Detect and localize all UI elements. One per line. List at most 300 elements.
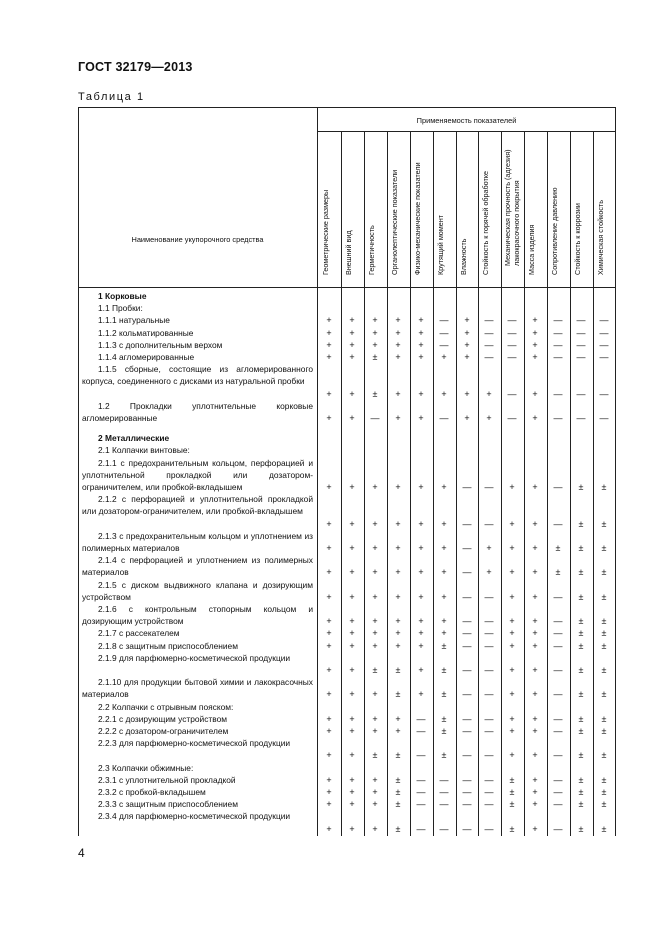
value-cell: + bbox=[395, 616, 401, 627]
value-cell: ± bbox=[441, 750, 447, 761]
column-header bbox=[387, 140, 409, 288]
value-cell: ± bbox=[601, 787, 607, 797]
value-cell: + bbox=[349, 750, 355, 761]
value-cell: ± bbox=[509, 799, 515, 810]
value-cell: + bbox=[418, 591, 424, 602]
value-cell: ± bbox=[395, 774, 401, 785]
value-cell: ± bbox=[601, 616, 607, 627]
value-cell: + bbox=[418, 412, 424, 423]
value-cell: — bbox=[576, 352, 586, 362]
value-cell: + bbox=[395, 713, 401, 724]
value-cell: + bbox=[349, 799, 355, 810]
value-cell: — bbox=[416, 750, 426, 761]
value-cell: — bbox=[439, 315, 449, 326]
value-cell: ± bbox=[441, 713, 447, 724]
value-cell: + bbox=[326, 315, 332, 326]
value-cell: — bbox=[462, 628, 472, 639]
value-cell: ± bbox=[601, 640, 607, 651]
applicability-table bbox=[78, 107, 616, 836]
value-cell: ± bbox=[578, 774, 584, 785]
value-cell: — bbox=[484, 787, 494, 797]
value-cell: — bbox=[553, 616, 563, 627]
value-cell: + bbox=[372, 542, 378, 553]
value-cell: + bbox=[326, 799, 332, 810]
value-cell: ± bbox=[509, 774, 515, 785]
value-cell: — bbox=[553, 664, 563, 675]
column-divider bbox=[410, 132, 411, 836]
value-cell: ± bbox=[601, 481, 607, 492]
value-cell: + bbox=[349, 388, 355, 399]
value-cell: — bbox=[484, 750, 494, 761]
row-label: 2.2.2 с дозатором-ограничителем bbox=[98, 726, 229, 736]
row-label: 2.1.10 для продукции бытовой химии и лакокрасочных материалов bbox=[82, 677, 313, 700]
value-cell: — bbox=[462, 567, 472, 578]
column-divider bbox=[501, 132, 502, 836]
value-cell: + bbox=[326, 640, 332, 651]
value-cell: + bbox=[395, 327, 401, 338]
value-cell: + bbox=[349, 689, 355, 700]
value-cell: ± bbox=[601, 774, 607, 785]
value-cell: ± bbox=[578, 616, 584, 627]
value-cell: + bbox=[532, 616, 538, 627]
value-cell: + bbox=[464, 388, 470, 399]
value-cell: ± bbox=[555, 567, 561, 578]
value-cell: — bbox=[484, 352, 494, 362]
value-cell: + bbox=[532, 713, 538, 724]
value-cell: — bbox=[576, 327, 586, 338]
value-cell: — bbox=[439, 327, 449, 338]
row-label: 1.1.4 агломерированные bbox=[98, 352, 195, 362]
value-cell: + bbox=[395, 339, 401, 350]
value-cell: — bbox=[599, 388, 609, 399]
value-cell: + bbox=[486, 412, 492, 423]
value-cell: + bbox=[532, 591, 538, 602]
value-cell: + bbox=[532, 750, 538, 761]
value-cell: ± bbox=[578, 787, 584, 797]
value-cell: + bbox=[532, 664, 538, 675]
value-cell: ± bbox=[601, 750, 607, 761]
value-cell: — bbox=[507, 315, 517, 326]
value-cell: — bbox=[462, 774, 472, 785]
value-cell: — bbox=[553, 481, 563, 492]
value-cell: + bbox=[509, 713, 515, 724]
table-border-left bbox=[78, 107, 79, 836]
value-cell: — bbox=[507, 388, 517, 399]
value-cell: — bbox=[553, 518, 563, 529]
value-cell: ± bbox=[441, 726, 447, 736]
column-header bbox=[341, 140, 363, 288]
value-cell: — bbox=[553, 823, 563, 834]
value-cell: + bbox=[464, 327, 470, 338]
value-cell: + bbox=[418, 327, 424, 338]
document-title: ГОСТ 32179—2013 bbox=[78, 60, 193, 74]
value-cell: — bbox=[553, 799, 563, 810]
value-cell: — bbox=[553, 339, 563, 350]
row-label: 1 Корковые bbox=[98, 291, 147, 301]
value-cell: ± bbox=[578, 518, 584, 529]
column-divider bbox=[341, 132, 342, 836]
value-cell: — bbox=[484, 640, 494, 651]
value-cell: + bbox=[326, 542, 332, 553]
value-cell: + bbox=[418, 640, 424, 651]
column-divider bbox=[570, 132, 571, 836]
value-cell: — bbox=[553, 628, 563, 639]
value-cell: + bbox=[326, 726, 332, 736]
value-cell: + bbox=[372, 628, 378, 639]
value-cell: — bbox=[599, 315, 609, 326]
value-cell: — bbox=[576, 339, 586, 350]
value-cell: + bbox=[418, 628, 424, 639]
value-cell: + bbox=[418, 388, 424, 399]
row-label: 1.1 Пробки: bbox=[98, 303, 143, 314]
value-cell: + bbox=[532, 481, 538, 492]
column-divider bbox=[478, 132, 479, 836]
value-cell: + bbox=[349, 518, 355, 529]
value-cell: — bbox=[462, 518, 472, 529]
value-cell: + bbox=[464, 339, 470, 350]
column-header-label: Герметичность bbox=[367, 225, 376, 275]
value-cell: — bbox=[553, 750, 563, 761]
value-cell: — bbox=[484, 315, 494, 326]
value-cell: + bbox=[372, 799, 378, 810]
value-cell: + bbox=[349, 823, 355, 834]
value-cell: + bbox=[372, 591, 378, 602]
value-cell: ± bbox=[601, 799, 607, 810]
value-cell: + bbox=[441, 567, 447, 578]
value-cell: + bbox=[509, 726, 515, 736]
row-label: 2.3.1 с уплотнительной прокладкой bbox=[98, 774, 236, 785]
value-cell: — bbox=[484, 327, 494, 338]
value-cell: + bbox=[349, 339, 355, 350]
value-cell: + bbox=[326, 823, 332, 834]
value-cell: — bbox=[416, 713, 426, 724]
column-header bbox=[364, 140, 386, 288]
value-cell: + bbox=[441, 628, 447, 639]
value-cell: + bbox=[395, 567, 401, 578]
group-header-divider bbox=[317, 131, 616, 132]
value-cell: — bbox=[507, 327, 517, 338]
value-cell: — bbox=[576, 388, 586, 399]
value-cell: + bbox=[532, 327, 538, 338]
value-cell: — bbox=[484, 774, 494, 785]
row-label: 2.1.8 с защитным приспособлением bbox=[98, 640, 238, 651]
value-cell: ± bbox=[601, 628, 607, 639]
value-cell: + bbox=[532, 640, 538, 651]
value-cell: + bbox=[509, 591, 515, 602]
value-cell: + bbox=[326, 664, 332, 675]
value-cell: + bbox=[349, 591, 355, 602]
value-cell: — bbox=[507, 339, 517, 350]
value-cell: + bbox=[326, 388, 332, 399]
value-cell: ± bbox=[441, 689, 447, 700]
value-cell: — bbox=[416, 726, 426, 736]
value-cell: + bbox=[509, 616, 515, 627]
value-cell: — bbox=[370, 412, 380, 423]
row-label: 2.1.1 с предохранительным кольцом, перфорацией и уплотнительной прокладкой или дозатором-ограничителем, или пробкой-вкладышем bbox=[82, 457, 313, 492]
value-cell: + bbox=[509, 664, 515, 675]
value-cell: + bbox=[395, 542, 401, 553]
value-cell: + bbox=[372, 823, 378, 834]
column-header bbox=[570, 140, 592, 288]
value-cell: ± bbox=[372, 388, 378, 399]
value-cell: — bbox=[484, 689, 494, 700]
value-cell: + bbox=[532, 567, 538, 578]
column-header bbox=[318, 140, 340, 288]
value-cell: — bbox=[576, 315, 586, 326]
column-header-label: Масса изделия bbox=[527, 224, 536, 275]
value-cell: + bbox=[372, 481, 378, 492]
row-label: 2 Металлические bbox=[98, 433, 170, 444]
value-cell: — bbox=[599, 412, 609, 423]
value-cell: + bbox=[509, 689, 515, 700]
value-cell: — bbox=[439, 799, 449, 810]
value-cell: — bbox=[462, 481, 472, 492]
value-cell: ± bbox=[372, 352, 378, 362]
value-cell: + bbox=[532, 787, 538, 797]
column-header bbox=[547, 140, 569, 288]
value-cell: + bbox=[349, 726, 355, 736]
column-header bbox=[433, 140, 455, 288]
value-cell: + bbox=[349, 640, 355, 651]
row-label: 1.2 Прокладки уплотнительные корковые агломерированные bbox=[82, 400, 313, 423]
value-cell: + bbox=[509, 640, 515, 651]
value-cell: — bbox=[553, 327, 563, 338]
column-divider bbox=[547, 132, 548, 836]
value-cell: + bbox=[372, 315, 378, 326]
column-header bbox=[593, 140, 615, 288]
value-cell: ± bbox=[578, 823, 584, 834]
value-cell: + bbox=[441, 591, 447, 602]
value-cell: ± bbox=[601, 689, 607, 700]
value-cell: + bbox=[532, 628, 538, 639]
value-cell: + bbox=[509, 628, 515, 639]
value-cell: — bbox=[439, 339, 449, 350]
value-cell: + bbox=[326, 787, 332, 797]
value-cell: + bbox=[372, 689, 378, 700]
value-cell: — bbox=[553, 412, 563, 423]
value-cell: ± bbox=[441, 664, 447, 675]
value-cell: + bbox=[395, 640, 401, 651]
value-cell: + bbox=[532, 412, 538, 423]
value-cell: + bbox=[464, 315, 470, 326]
column-header-label: Стойкость к горячей обработке bbox=[481, 170, 490, 275]
value-cell: — bbox=[484, 339, 494, 350]
value-cell: ± bbox=[395, 689, 401, 700]
value-cell: + bbox=[349, 481, 355, 492]
column-header-label: Внешний вид bbox=[344, 230, 353, 275]
value-cell: + bbox=[532, 542, 538, 553]
column-divider bbox=[593, 132, 594, 836]
value-cell: — bbox=[484, 591, 494, 602]
value-cell: + bbox=[349, 542, 355, 553]
value-cell: + bbox=[395, 388, 401, 399]
value-cell: + bbox=[326, 616, 332, 627]
value-cell: — bbox=[462, 823, 472, 834]
row-label: 2.3.2 с пробкой-вкладышем bbox=[98, 787, 206, 797]
value-cell: ± bbox=[578, 591, 584, 602]
row-label: 2.2.3 для парфюмерно-косметической продукции bbox=[98, 738, 291, 749]
value-cell: — bbox=[484, 726, 494, 736]
row-label: 2.3 Колпачки обжимные: bbox=[98, 762, 194, 773]
value-cell: — bbox=[462, 799, 472, 810]
value-cell: ± bbox=[395, 664, 401, 675]
value-cell: + bbox=[395, 352, 401, 362]
value-cell: ± bbox=[509, 823, 515, 834]
value-cell: + bbox=[326, 750, 332, 761]
row-label: 2.3.4 для парфюмерно-косметической продукции bbox=[98, 811, 291, 822]
value-cell: + bbox=[372, 616, 378, 627]
value-cell: + bbox=[418, 315, 424, 326]
value-cell: ± bbox=[601, 542, 607, 553]
value-cell: + bbox=[372, 640, 378, 651]
value-cell: — bbox=[462, 787, 472, 797]
value-cell: + bbox=[326, 774, 332, 785]
value-cell: — bbox=[599, 339, 609, 350]
table-caption: Таблица 1 bbox=[78, 91, 145, 103]
value-cell: ± bbox=[578, 799, 584, 810]
value-cell: ± bbox=[395, 750, 401, 761]
value-cell: — bbox=[462, 640, 472, 651]
value-cell: + bbox=[372, 713, 378, 724]
value-cell: + bbox=[464, 412, 470, 423]
value-cell: ± bbox=[578, 689, 584, 700]
row-label: 2.1.2 с перфорацией и уплотнительной прокладкой или дозатором-ограничителем, или пробкой-вкладышем bbox=[82, 494, 313, 517]
value-cell: + bbox=[486, 567, 492, 578]
value-cell: + bbox=[532, 352, 538, 362]
value-cell: + bbox=[441, 352, 447, 362]
value-cell: + bbox=[532, 315, 538, 326]
value-cell: + bbox=[418, 542, 424, 553]
value-cell: + bbox=[509, 567, 515, 578]
value-cell: ± bbox=[578, 481, 584, 492]
value-cell: — bbox=[599, 352, 609, 362]
value-cell: — bbox=[553, 726, 563, 736]
value-cell: — bbox=[439, 823, 449, 834]
value-cell: — bbox=[484, 481, 494, 492]
value-cell: — bbox=[462, 616, 472, 627]
row-label: 1.1.2 кольматированные bbox=[98, 327, 194, 338]
value-cell: — bbox=[439, 787, 449, 797]
value-cell: ± bbox=[578, 750, 584, 761]
value-cell: + bbox=[349, 327, 355, 338]
value-cell: + bbox=[349, 315, 355, 326]
row-label: 2.2 Колпачки с отрывным пояском: bbox=[98, 701, 234, 712]
value-cell: ± bbox=[395, 799, 401, 810]
value-cell: ± bbox=[601, 726, 607, 736]
value-cell: — bbox=[507, 412, 517, 423]
value-cell: — bbox=[553, 640, 563, 651]
value-cell: + bbox=[464, 352, 470, 362]
value-cell: — bbox=[462, 542, 472, 553]
column-header-label: Органолептические показатели bbox=[390, 169, 399, 275]
row-label: 1.1.1 натуральные bbox=[98, 315, 170, 326]
column-header-label: Стойкость к коррозии bbox=[573, 203, 582, 275]
value-cell: — bbox=[416, 823, 426, 834]
row-label: 2.3.3 с защитным приспособлением bbox=[98, 799, 238, 810]
value-cell: + bbox=[395, 628, 401, 639]
column-header bbox=[410, 140, 432, 288]
value-cell: + bbox=[509, 750, 515, 761]
value-cell: — bbox=[576, 412, 586, 423]
value-cell: + bbox=[349, 352, 355, 362]
value-cell: ± bbox=[555, 542, 561, 553]
value-cell: ± bbox=[601, 591, 607, 602]
value-cell: — bbox=[462, 750, 472, 761]
value-cell: — bbox=[553, 315, 563, 326]
value-cell: + bbox=[532, 799, 538, 810]
page-number: 4 bbox=[78, 846, 85, 860]
value-cell: + bbox=[372, 327, 378, 338]
row-label: 2.1.3 с предохранительным кольцом и уплотнением из полимерных материалов bbox=[82, 530, 313, 553]
value-cell: + bbox=[395, 591, 401, 602]
row-label: 1.1.5 сборные, состоящие из агломерированного корпуса, соединенного с дисками из натуральной пробки bbox=[82, 364, 313, 387]
value-cell: — bbox=[462, 689, 472, 700]
value-cell: — bbox=[416, 774, 426, 785]
column-header-label: Сопротивление давлению bbox=[550, 187, 559, 275]
value-cell: + bbox=[326, 339, 332, 350]
value-cell: + bbox=[349, 412, 355, 423]
column-header bbox=[501, 140, 523, 288]
row-label: 2.1 Колпачки винтовые: bbox=[98, 445, 190, 456]
value-cell: + bbox=[395, 726, 401, 736]
value-cell: ± bbox=[578, 628, 584, 639]
value-cell: + bbox=[532, 689, 538, 700]
value-cell: — bbox=[553, 352, 563, 362]
row-label: 2.1.5 с диском выдвижного клапана и дозирующим устройством bbox=[82, 579, 313, 602]
value-cell: + bbox=[349, 616, 355, 627]
row-label: 2.2.1 с дозирующим устройством bbox=[98, 713, 228, 724]
value-cell: + bbox=[418, 567, 424, 578]
value-cell: + bbox=[395, 412, 401, 423]
row-label: 1.1.3 с дополнительным верхом bbox=[98, 339, 223, 350]
value-cell: + bbox=[395, 315, 401, 326]
value-cell: ± bbox=[395, 787, 401, 797]
value-cell: ± bbox=[578, 713, 584, 724]
column-header-label: Физико-механические показатели bbox=[413, 162, 422, 275]
value-cell: ± bbox=[601, 518, 607, 529]
row-label: 2.1.4 с перфорацией и уплотнением из полимерных материалов bbox=[82, 555, 313, 578]
value-cell: — bbox=[462, 713, 472, 724]
value-cell: ± bbox=[578, 664, 584, 675]
value-cell: + bbox=[418, 616, 424, 627]
value-cell: + bbox=[532, 823, 538, 834]
value-cell: + bbox=[509, 481, 515, 492]
value-cell: — bbox=[462, 664, 472, 675]
value-cell: + bbox=[326, 713, 332, 724]
value-cell: + bbox=[372, 726, 378, 736]
value-cell: + bbox=[326, 628, 332, 639]
value-cell: + bbox=[349, 664, 355, 675]
value-cell: — bbox=[416, 799, 426, 810]
value-cell: + bbox=[349, 567, 355, 578]
value-cell: — bbox=[484, 628, 494, 639]
value-cell: — bbox=[484, 713, 494, 724]
row-label: 2.1.9 для парфюмерно-косметической продукции bbox=[98, 652, 291, 663]
value-cell: + bbox=[441, 542, 447, 553]
value-cell: + bbox=[441, 518, 447, 529]
value-cell: + bbox=[349, 713, 355, 724]
value-cell: ± bbox=[601, 664, 607, 675]
column-header bbox=[456, 140, 478, 288]
column-header-label: Крутящий момент bbox=[436, 215, 445, 275]
column-header-label: Химическая стойкость bbox=[596, 200, 605, 275]
value-cell: ± bbox=[372, 750, 378, 761]
column-header bbox=[478, 140, 500, 288]
value-cell: + bbox=[418, 352, 424, 362]
column-divider bbox=[433, 132, 434, 836]
value-cell: — bbox=[484, 518, 494, 529]
value-cell: + bbox=[326, 481, 332, 492]
